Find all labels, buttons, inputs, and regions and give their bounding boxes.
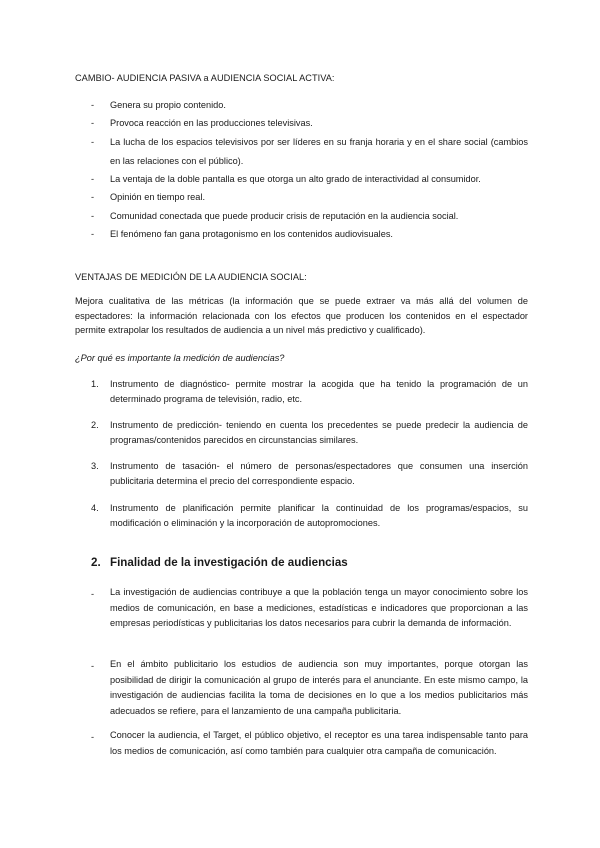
list-number: 2. [91, 420, 99, 430]
list-bullet: - [91, 137, 95, 147]
list-item: Comunidad conectada que puede producir crisis de reputación en la audiencia social. [110, 211, 459, 221]
list-bullet: - [91, 589, 95, 599]
list-item: Provoca reacción en las producciones televisivas. [110, 118, 313, 128]
list-number: 4. [91, 503, 99, 513]
section-heading-ventajas: VENTAJAS DE MEDICIÓN DE LA AUDIENCIA SOCIAL: [75, 272, 307, 282]
paragraph-metricas: Mejora cualitativa de las métricas (la información que se puede extraer va más allá del volumen de espectadores: la información relacionada con los efectos que producen los contenidos en el espectador permite extrapolar los resultados de audiencia a un nivel más predictivo y cualificado). [75, 296, 528, 336]
list-item: Conocer la audiencia, el Target, el público objetivo, el receptor es una tarea indispensable tanto para los medios de comunicación, así como también para cualquier otra campaña de comunicación. [110, 730, 528, 756]
list-bullet: - [91, 229, 95, 239]
question-heading: ¿Por qué es importante la medición de audiencias? [75, 353, 285, 363]
list-item: Genera su propio contenido. [110, 100, 226, 110]
numbered-item: Instrumento de predicción- teniendo en cuenta los precedentes se puede predecir la audiencia de programas/contenidos parecidos en circunstancias similares. [110, 420, 528, 446]
list-item: En el ámbito publicitario los estudios de audiencia son muy importantes, porque otorgan las posibilidad de dirigir la comunicación al grupo de interés para el anunciante. En este mismo campo, la investigación de audiencias facilita la toma de decisiones en lo que a los medios publicitarios más adecuados se refiere, para el lanzamiento de una campaña publicitaria. [110, 659, 528, 716]
list-bullet: - [91, 118, 95, 128]
section-heading-cambio: CAMBIO- AUDIENCIA PASIVA a AUDIENCIA SOCIAL ACTIVA: [75, 73, 335, 83]
list-bullet: - [91, 174, 95, 184]
list-item: La investigación de audiencias contribuye a que la población tenga un mayor conocimiento sobre los medios de comunicación, en base a mediciones, estadísticas e indicadores que proporcionan a las empresas periodísticas y publicitarias los datos necesarios para cubrir la demanda de información. [110, 587, 528, 629]
section-number: 2. [91, 556, 101, 569]
numbered-item: Instrumento de planificación permite planificar la continuidad de los programas/espacios, su modificación o eliminación y la incorporación de autopromociones. [110, 503, 528, 529]
list-bullet: - [91, 732, 95, 742]
numbered-item: Instrumento de tasación- el número de personas/espectadores que consumen una inserción publicitaria determina el precio del correspondiente espacio. [110, 461, 528, 487]
list-item: La ventaja de la doble pantalla es que otorga un alto grado de interactividad al consumidor. [110, 174, 481, 184]
list-bullet: - [91, 661, 95, 671]
numbered-item: Instrumento de diagnóstico- permite mostrar la acogida que ha tenido la programación de un determinado programa de televisión, radio, etc. [110, 379, 528, 405]
list-item: La lucha de los espacios televisivos por ser líderes en su franja horaria y en el share social (cambios en las relaciones con el público). [110, 137, 528, 166]
list-item: El fenómeno fan gana protagonismo en los contenidos audiovisuales. [110, 229, 393, 239]
list-number: 1. [91, 379, 99, 389]
list-bullet: - [91, 192, 95, 202]
list-bullet: - [91, 100, 95, 110]
list-bullet: - [91, 211, 95, 221]
list-number: 3. [91, 461, 99, 471]
list-item: Opinión en tiempo real. [110, 192, 205, 202]
section-title: Finalidad de la investigación de audiencias [110, 556, 348, 569]
